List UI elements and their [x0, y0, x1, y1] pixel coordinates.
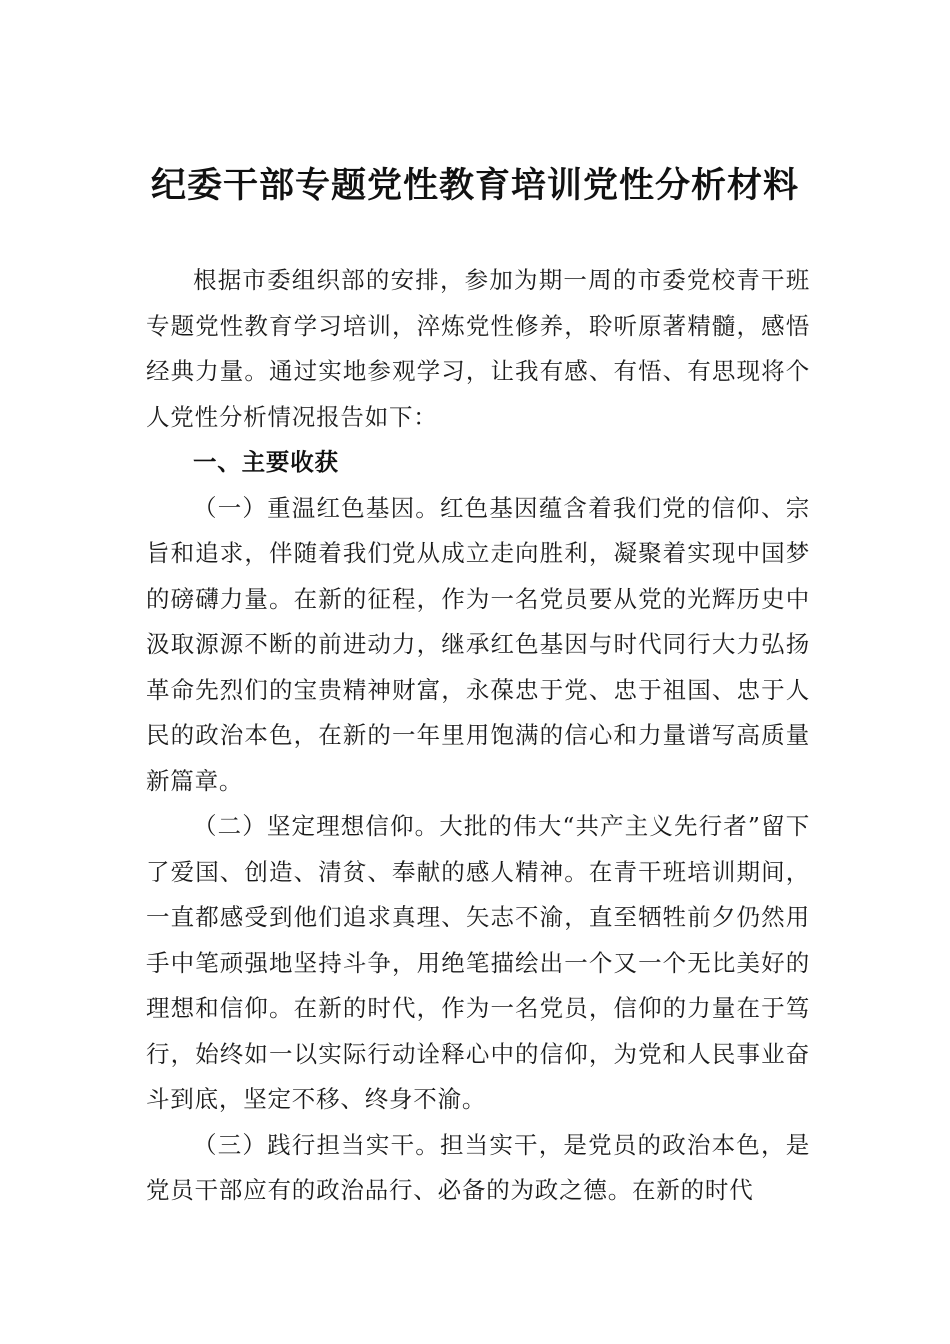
intro-paragraph: 根据市委组织部的安排，参加为期一周的市委党校青干班专题党性教育学习培训，淬炼党性修养，聆听原著精髓，感悟经典力量。通过实地参观学习，让我有感、有悟、有思现将个人党性分析情况报告如下： [146, 266, 810, 431]
paragraph-ideals-beliefs: （二）坚定理想信仰。大批的伟大“共产主义先行者”留下了爱国、创造、清贫、奉献的感人精神。在青干班培训期间，一直都感受到他们追求真理、矢志不渝，直至牺牲前夕仍然用手中笔顽强地坚持斗争，用绝笔描绘出一个又一个无比美好的理想和信仰。在新的时代，作为一名党员，信仰的力量在于笃行，始终如一以实际行动诠释心中的信仰，为党和人民事业奋斗到底，坚定不移、终身不渝。 [146, 812, 810, 1113]
document-title: 纪委干部专题党性教育培训党性分析材料 [150, 165, 799, 206]
document-body [146, 258, 810, 1214]
paragraph-red-gene: （一）重温红色基因。红色基因蕴含着我们党的信仰、宗旨和追求，伴随着我们党从成立走向胜利，凝聚着实现中国梦的磅礴力量。在新的征程，作为一名党员要从党的光辉历史中汲取源源不断的前进动力，继承红色基因与时代同行大力弘扬革命先烈们的宝贵精神财富，永葆忠于党、忠于祖国、忠于人民的政治本色，在新的一年里用饱满的信心和力量谱写高质量新篇章。 [146, 493, 810, 795]
paragraph-responsibility: （三）践行担当实干。担当实干，是党员的政治本色，是党员干部应有的政治品行、必备的为政之德。在新的时代 [146, 1130, 810, 1204]
section-heading-main-gains: 一、主要收获 [193, 448, 339, 476]
